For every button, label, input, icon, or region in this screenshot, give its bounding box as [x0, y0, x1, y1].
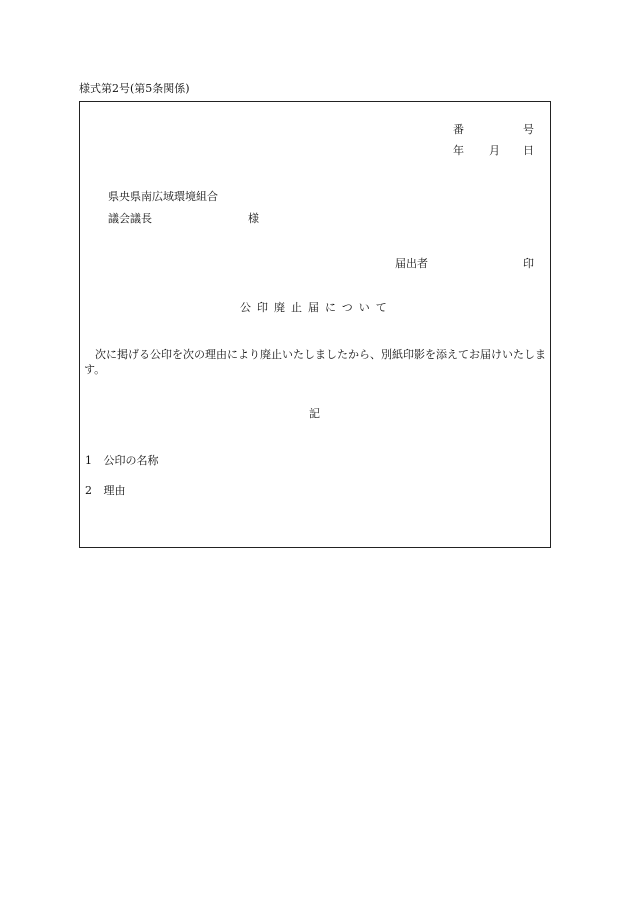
item-number: 2: [85, 484, 92, 497]
day-label: 日: [523, 144, 534, 157]
item-1: [85, 452, 159, 468]
item-label: 理由: [103, 484, 126, 497]
item-number: 1: [85, 454, 92, 467]
note-heading: 記: [309, 407, 320, 420]
item-label: 公印の名称: [103, 454, 159, 467]
year-label: 年: [453, 144, 464, 157]
item-2: [85, 482, 126, 498]
form-number: 様式第2号(第5条関係): [79, 82, 190, 95]
month-label: 月: [489, 144, 500, 157]
form-frame: [79, 101, 551, 548]
applicant-seal: 印: [523, 257, 534, 270]
document-title: 公印廃止届について: [240, 301, 393, 314]
addressee-organization: 県央県南広域環境組合: [108, 190, 218, 203]
addressee-title: 議会議長: [108, 212, 152, 225]
number-label: 番: [453, 123, 464, 136]
body-text: 次に掲げる公印を次の理由により廃止いたしましたから、別紙印影を添えてお届けいたします。: [84, 348, 546, 376]
addressee-honorific: 様: [248, 212, 259, 225]
number-suffix: 号: [523, 123, 534, 136]
applicant-label: 届出者: [395, 257, 428, 270]
